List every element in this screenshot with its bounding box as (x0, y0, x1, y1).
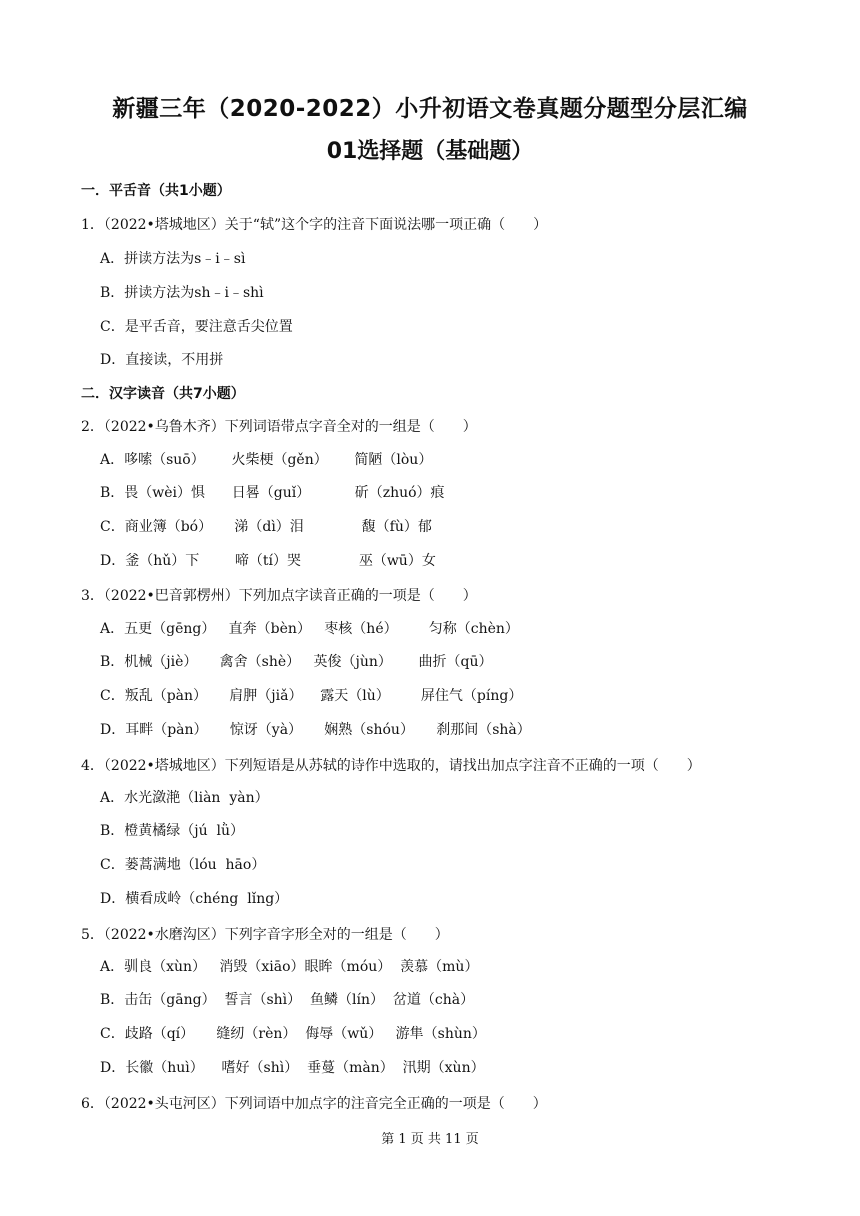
page-title: 新疆三年（2020-2022）小升初语文卷真题分题型分层汇编 (112, 96, 748, 122)
question-option: A．水光潋滟（liàn yàn） (100, 790, 269, 806)
section-heading: 一．平舌音（共1小题） (81, 183, 231, 199)
question-option: A．驯良（xùn） 消毁（xiāo）眼眸（móu） 羡慕（mù） (100, 959, 479, 975)
question-option: B．畏（wèi）惧 日晷（guǐ） 斫（zhuó）痕 (100, 485, 445, 501)
question-option: C．叛乱（pàn） 肩胛（jiǎ） 露天（lù） 屏住气（píng） (100, 688, 523, 704)
question-option: A．拼读方法为s﹣i﹣sì (100, 251, 246, 267)
question-option: C．是平舌音，要注意舌尖位置 (100, 319, 293, 335)
section-heading: 二．汉字读音（共7小题） (81, 386, 245, 402)
question-option: D．长徽（huì） 嗜好（shì） 垂蔓（màn） 汛期（xùn） (100, 1060, 485, 1076)
question-stem: 6．（2022•头屯河区）下列词语中加点字的注音完全正确的一项是（ ） (81, 1096, 547, 1112)
question-stem: 1．（2022•塔城地区）关于“轼”这个字的注音下面说法哪一项正确（ ） (81, 217, 548, 233)
question-option: D．横看成岭（chéng lǐng） (100, 891, 289, 907)
question-option: B．拼读方法为sh﹣i﹣shì (100, 285, 264, 301)
question-stem: 5．（2022•水磨沟区）下列字音字形全对的一组是（ ） (81, 927, 449, 943)
question-option: C．歧路（qí） 缝纫（rèn） 侮辱（wǔ） 游隼（shùn） (100, 1026, 486, 1042)
question-option: B．机械（jiè） 禽舍（shè） 英俊（jùn） 曲折（qū） (100, 654, 493, 670)
question-option: D．耳畔（pàn） 惊讶（yà） 娴熟（shóu） 刹那间（shà） (100, 722, 531, 738)
question-option: A．五更（gēng） 直奔（bèn） 枣核（hé） 匀称（chèn） (100, 621, 519, 637)
question-option: D．直接读，不用拼 (100, 352, 224, 368)
question-option: C．商业簿（bó） 涕（dì）泪 馥（fù）郁 (100, 519, 432, 535)
question-option: D．釜（hǔ）下 啼（tí）哭 巫（wū）女 (100, 553, 436, 569)
question-option: B．击缶（gāng） 誓言（shì） 鱼鳞（lín） 岔道（chà） (100, 992, 475, 1008)
question-stem: 4．（2022•塔城地区）下列短语是从苏轼的诗作中选取的，请找出加点字注音不正确的一项（ ） (81, 758, 701, 774)
question-option: A．哆嗦（suō） 火柴梗（gěn） 简陋（lòu） (100, 452, 433, 468)
page-subtitle: 01选择题（基础题） (326, 139, 534, 164)
question-option: C．蒌蒿满地（lóu hāo） (100, 857, 266, 873)
question-option: B．橙黄橘绿（jú lǜ） (100, 823, 245, 839)
page-footer: 第 1 页 共 11 页 (381, 1132, 479, 1147)
question-stem: 2．（2022•乌鲁木齐）下列词语带点字音全对的一组是（ ） (81, 419, 477, 435)
question-stem: 3．（2022•巴音郭楞州）下列加点字读音正确的一项是（ ） (81, 588, 477, 604)
